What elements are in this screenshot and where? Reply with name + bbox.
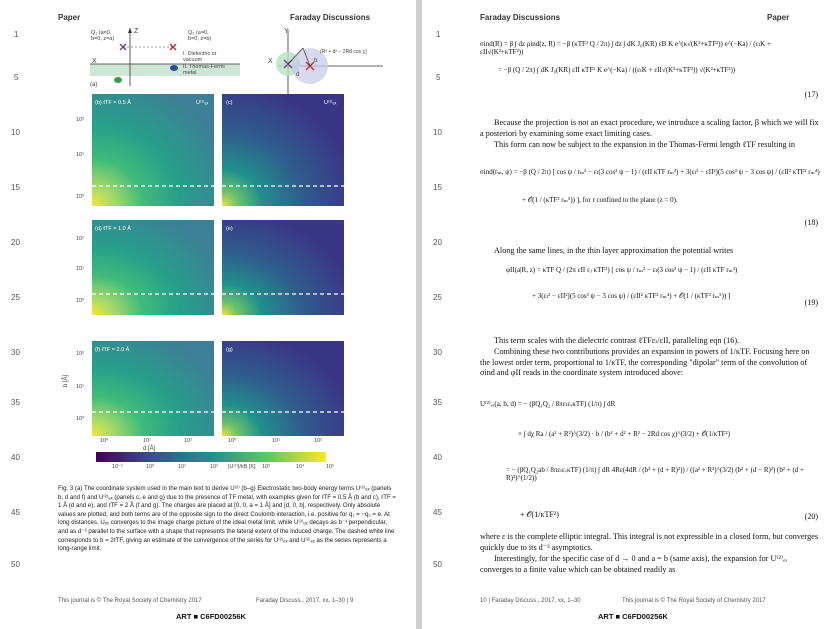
line-number: 5 [436, 73, 441, 82]
ytick: 10⁰ [76, 416, 85, 422]
heatmap-panel-c [222, 94, 344, 206]
coordinate-diagram [88, 26, 388, 100]
equation-20a: U⁽²⁾ₑₓ(a, b, d) = − (βQ₁Q₂ / 8πεₗεᵥκTF) (1/π) ∫ dR [480, 400, 616, 408]
panel-g-label: (g) [226, 347, 233, 353]
header-left: Faraday Discussions [480, 13, 561, 22]
xtick: 10⁰ [228, 438, 237, 444]
line-number: 40 [11, 453, 20, 462]
line-number: 5 [14, 73, 19, 82]
equation-19a: φII(a|R, z) = κTF Q / (2π εII εⱼ κTF²) [ cos ψ / rₘ² − εₗ(3 cos² ψ − 1) / (εII κTF rₘ³) [506, 266, 738, 274]
footer-journal: 10 | Faraday Discuss., 2017, xx, 1–30 [480, 598, 581, 604]
line-number: 1 [436, 30, 441, 39]
equation-20d: + 𝒪(1/κTF²) [520, 510, 559, 519]
b-label: b [314, 58, 318, 64]
line-number: 45 [433, 508, 442, 517]
footer-journal: Faraday Discuss., 2017, xx, 1–30 | 9 [256, 598, 354, 604]
line-number: 50 [433, 560, 442, 569]
paragraph-3: Along the same lines, in the thin layer approximation the potential writes [494, 246, 734, 255]
line-number: 10 [11, 128, 20, 137]
panel-d-label: (d) ℓTF = 1.0 Å [95, 226, 131, 232]
header-left: Paper [58, 13, 81, 22]
paragraph-6: where ε is the complete elliptic integral. This integral is not expressible in a closed form, but converges quickly due to its d⁻³ asymptotics. [480, 532, 819, 552]
ytick: 10² [76, 117, 84, 123]
q1-label: Q₁ (a=0, b=0, z=a) [91, 30, 115, 42]
panel-e-label: (e) [226, 226, 233, 232]
y-axis-title: b [Å] [63, 374, 70, 388]
paragraph-5: Combining these two contributions provides an expansion in powers of 1/κTF. Focusing here on the lowest order term, proportional to 1/κTF, the corresponding "dipolar" term of the convolution of σind and φII reads in the coordinate system introduced above: [480, 347, 810, 378]
page-right [422, 0, 838, 629]
paragraph-1: Because the projection is not an exact procedure, we introduce a scaling factor, β which we will fix a posteriori by examining some exact limiting cases. [480, 118, 819, 138]
panel-c-label: (c) [226, 100, 233, 106]
paragraph-7: Interestingly, for the specific case of d → 0 and a = b (same axis), the expansion for U⁽²⁾ₑₓ converges to a finite value which can be obtained readily as [480, 554, 788, 574]
ytick: 10² [76, 236, 84, 242]
line-number: 15 [433, 183, 442, 192]
d-label: d [296, 72, 300, 78]
cbar-tick: 10⁵ [326, 464, 335, 470]
paragraph-2: This form can now be subject to the expansion in the Thomas-Fermi length ℓTF resulting in [494, 140, 795, 149]
line-number: 30 [11, 348, 20, 357]
heatmap-panel-b [92, 94, 214, 206]
q2-label: Q₂ (a=0, b=0, z=b) [188, 30, 212, 42]
x-axis-label: X [92, 58, 97, 65]
header-right: Paper [767, 13, 790, 22]
panel-c-tag: U⁽²⁾ₑₓ [324, 100, 337, 106]
line-number: 50 [11, 560, 20, 569]
cbar-tick: 10⁻¹ [112, 464, 123, 470]
ytick: 10¹ [76, 152, 84, 158]
equation-17a: σind(R) = β ∫ dz ρind(z, R) = −β (κTF² Q / 2π) ∫ dz ∫ dK J₀(KR) εB K e^(κ√(K²+κTF²)) e^(−Ka) / (εₗK + εII√(K²+κTF²)) [480, 40, 771, 56]
ytick: 10¹ [76, 384, 84, 390]
line-number: 30 [433, 348, 442, 357]
footer-copyright: This journal is © The Royal Society of Chemistry 2017 [622, 598, 766, 604]
line-number: 25 [11, 293, 20, 302]
ytick: 10⁰ [76, 298, 85, 304]
equation-18-number: (18) [804, 218, 818, 227]
equation-18a: σind(rₘ, ψ) = −β (Q / 2π) [ cos ψ / rₘ² − εₗ(3 cos² ψ − 1) / (εII κTF rₘ³) + 3(εₗ² − εII²)(5 cos³ ψ − 3 cos ψ) / (εII² κTF² rₘ⁴) [480, 168, 820, 176]
line-number: 1 [14, 30, 19, 39]
cbar-tick: 10² [210, 464, 218, 470]
line-number: 35 [11, 398, 20, 407]
distance-formula: (R² + d² − 2Rd cos χ) [320, 49, 367, 55]
equation-17-number: (17) [804, 90, 818, 99]
equation-20-number: (20) [804, 512, 818, 521]
panel-b-label: (b) ℓTF = 0.5 Å [95, 100, 131, 106]
panel-a-label: (a) [90, 82, 98, 88]
colorbar-label: |U⁽²⁾|/kB [K] [228, 464, 256, 470]
line-number: 10 [433, 128, 442, 137]
equation-20c: = − (βQ₁Q₂ab / 8πεₗεᵥκTF) (1/π) ∫ dR 4Rε(4dR / (b² + (d + R)²)) / ((a² + R²)^(3/2) (b² + (d − R)²) (b² + (d + R)²)^(1/2)) [506, 466, 804, 482]
xtick: 10⁰ [100, 438, 109, 444]
header-right: Faraday Discussions [290, 13, 371, 22]
cbar-tick: 10⁰ [146, 464, 155, 470]
colorbar [96, 452, 326, 462]
ytick: 10¹ [76, 266, 84, 272]
paragraph-4: This term scales with the dielectric contrast ℓTFεₗ/εII, paralleling eqn (16). [494, 336, 740, 345]
equation-17b: = −β (Q / 2π) ∫ dK J₀(KR) εII κTF² K e^(−Ka) / ((εₗK + εII√(K²+κTF²)) √(K²+κTF²)) [498, 66, 736, 74]
y-axis-label: Y [284, 28, 289, 35]
ytick: 10⁰ [76, 194, 85, 200]
x-axis-title: d [Å] [143, 446, 156, 452]
figure-caption: Fig. 3 (a) The coordinate system used in the main text to derive U⁽²⁾ (b–g) Electrostatic two-body energy terms U⁽²⁾ₑₓ (panels b, d and f) and U⁽²⁾ₑₓ (panels c, e and g) due to the presence of TF metal, with examples given for ℓTF = 0.5 Å (b and c), ℓTF = 1 Å (d and e), and ℓTF = 2 Å (f and g). The charges are placed at [0, 0, a = 1 Å] and [d, 0, b], respectively. Only absolute values are plotted, and both terms are of the opposite sign to the direct Coulomb interaction, i.e. positive for q₁ = −q₂ = e. At long distances, Uₑₓ converges to the image charge picture of the ideal metal limit, while U⁽²⁾ₑₓ decays as b⁻³ perpendicular, and as d⁻³ parallel to the surface with a shape that represents the lateral extent of the induced charge. The dashed white line corresponds to b = 2ℓTF, giving an estimate of the convergence of the series for U⁽²⁾ₑₓ and U⁽²⁾ₑₓ as the series represents a long-range limit. [58, 485, 396, 553]
cbar-tick: 10³ [262, 464, 270, 470]
region2-label: II. Thomas-Fermi metal [183, 64, 225, 76]
region1-label: I. Dielectric or vacuum [183, 51, 217, 63]
z-axis-label: Z [134, 28, 139, 35]
x-axis-label-2: X [268, 58, 273, 65]
article-code: ART ■ C6FD00256K [176, 612, 246, 621]
equation-19-number: (19) [804, 298, 818, 307]
equation-18b: + 𝒪(1 / (κTF³ rₘ⁵)) ], for r confined to the plane (z = 0). [522, 196, 678, 204]
ytick: 10² [76, 351, 84, 357]
line-number: 15 [11, 183, 20, 192]
line-number: 35 [433, 398, 442, 407]
xtick: 10² [314, 438, 322, 444]
cbar-tick: 10¹ [178, 464, 186, 470]
line-number: 20 [11, 238, 20, 247]
heatmap-grid [60, 94, 390, 454]
xtick: 10¹ [143, 438, 151, 444]
cbar-tick: 10⁴ [296, 464, 305, 470]
page-left [0, 0, 416, 629]
xtick: 10¹ [272, 438, 280, 444]
article-code: ART ■ C6FD00256K [598, 612, 668, 621]
xtick: 10² [184, 438, 192, 444]
line-number: 40 [433, 453, 442, 462]
line-number: 25 [433, 293, 442, 302]
panel-b-tag: U⁽²⁾ₑₓ [196, 100, 209, 106]
footer-copyright: This journal is © The Royal Society of Chemistry 2017 [58, 598, 202, 604]
line-number: 20 [433, 238, 442, 247]
equation-20b: × ∫ dχ Ra / (a² + R²)^(3/2) · b / (b² + d² + R² − 2Rd cos χ)^(3/2) + 𝒪(1/κTF²) [518, 430, 730, 438]
line-number: 45 [11, 508, 20, 517]
equation-19b: + 3(εₗ² − εII²)(5 cos³ ψ − 3 cos ψ) / (εII² κTF² rₘ⁴) + 𝒪(1 / (κTF³ rₘ⁵)) ] [532, 292, 731, 300]
panel-f-label: (f) ℓTF = 2.0 Å [95, 347, 130, 353]
